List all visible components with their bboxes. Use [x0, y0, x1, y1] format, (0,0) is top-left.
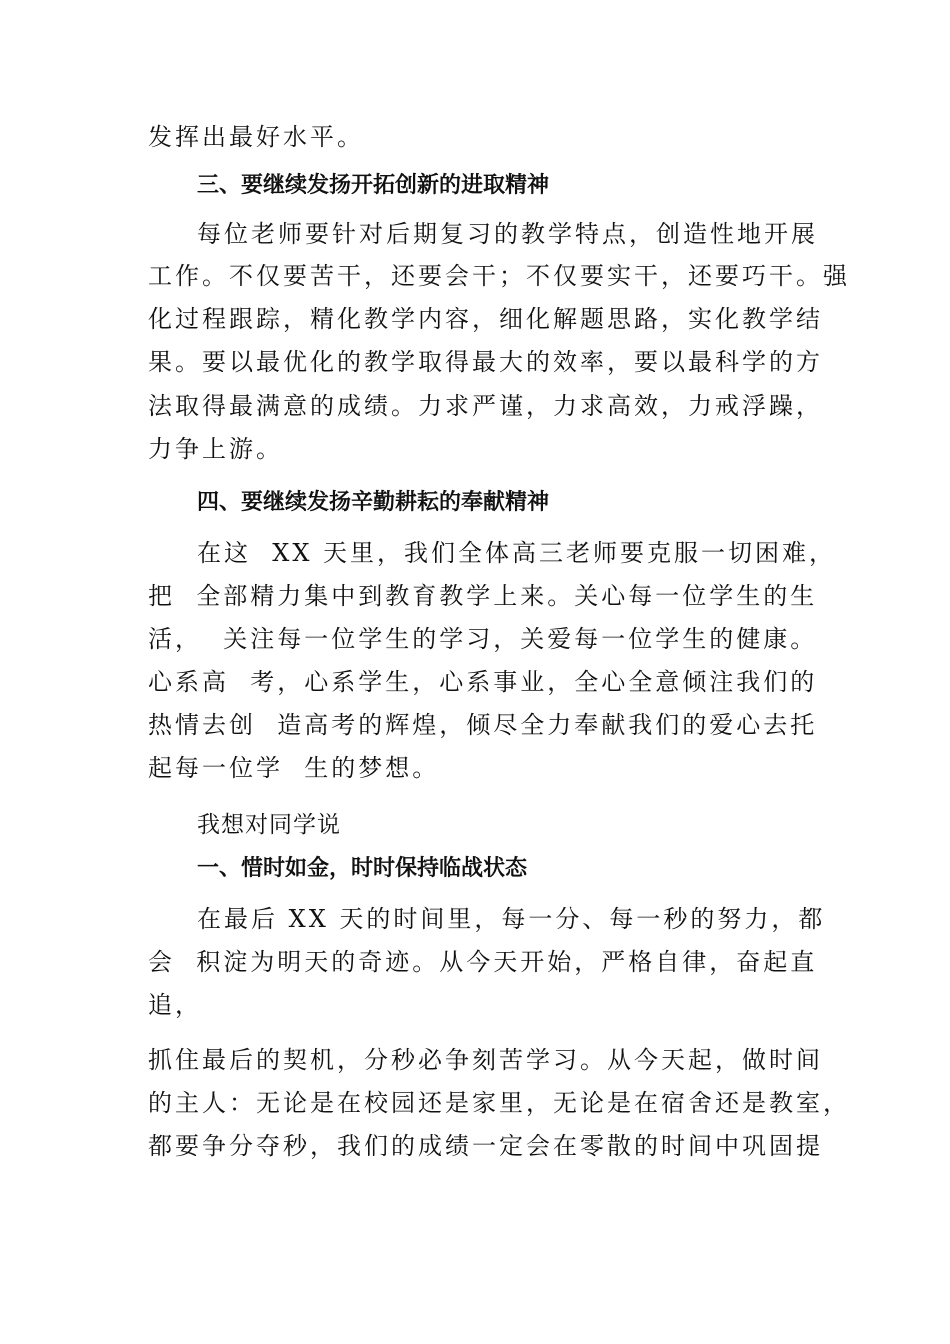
paragraph-line: 化过程跟踪，精化教学内容，细化解题思路，实化教学结: [148, 305, 823, 333]
paragraph-line: 热情去创 造高考的辉煌，倾尽全力奉献我们的爱心去托: [148, 711, 818, 739]
paragraph-line: 都要争分夺秒，我们的成绩一定会在零散的时间中巩固提: [148, 1132, 823, 1160]
paragraph-line: 果。要以最优化的教学取得最大的效率，要以最科学的方: [148, 348, 823, 376]
section-heading-1: 一、惜时如金，时时保持临战状态: [197, 856, 528, 881]
paragraph-line: 每位老师要针对后期复习的教学特点，创造性地开展: [197, 220, 818, 248]
paragraph-line: 活， 关注每一位学生的学习，关爱每一位学生的健康。: [148, 625, 818, 653]
paragraph-line: 追，: [148, 991, 202, 1019]
section-heading-4: 四、要继续发扬辛勤耕耘的奉献精神: [197, 490, 550, 515]
paragraph-line: 抓住最后的契机，分秒必争刻苦学习。从今天起，做时间: [148, 1046, 823, 1074]
paragraph-line: 发挥出最好水平。: [148, 123, 364, 151]
paragraph-line: 在最后 XX 天的时间里，每一分、每一秒的努力，都: [197, 905, 826, 933]
paragraph-line: 力争上游。: [148, 435, 283, 463]
paragraph-line: 起每一位学 生的梦想。: [148, 754, 440, 782]
paragraph-line: 的主人：无论是在校园还是家里，无论是在宿舍还是教室，: [148, 1089, 850, 1117]
section-heading-3: 三、要继续发扬开拓创新的进取精神: [197, 173, 550, 198]
paragraph-line: 工作。不仅要苦干，还要会干；不仅要实干，还要巧干。强: [148, 262, 850, 290]
paragraph-line: 法取得最满意的成绩。力求严谨，力求高效，力戒浮躁，: [148, 392, 823, 420]
intro-line: 我想对同学说: [197, 812, 341, 838]
paragraph-line: 心系高 考，心系学生，心系事业，全心全意倾注我们的: [148, 668, 818, 696]
paragraph-line: 把 全部精力集中到教育教学上来。关心每一位学生的生: [148, 582, 818, 610]
paragraph-line: 会 积淀为明天的奇迹。从今天开始，严格自律，奋起直: [148, 948, 818, 976]
paragraph-line: 在这 XX 天里，我们全体高三老师要克服一切困难，: [197, 539, 837, 567]
